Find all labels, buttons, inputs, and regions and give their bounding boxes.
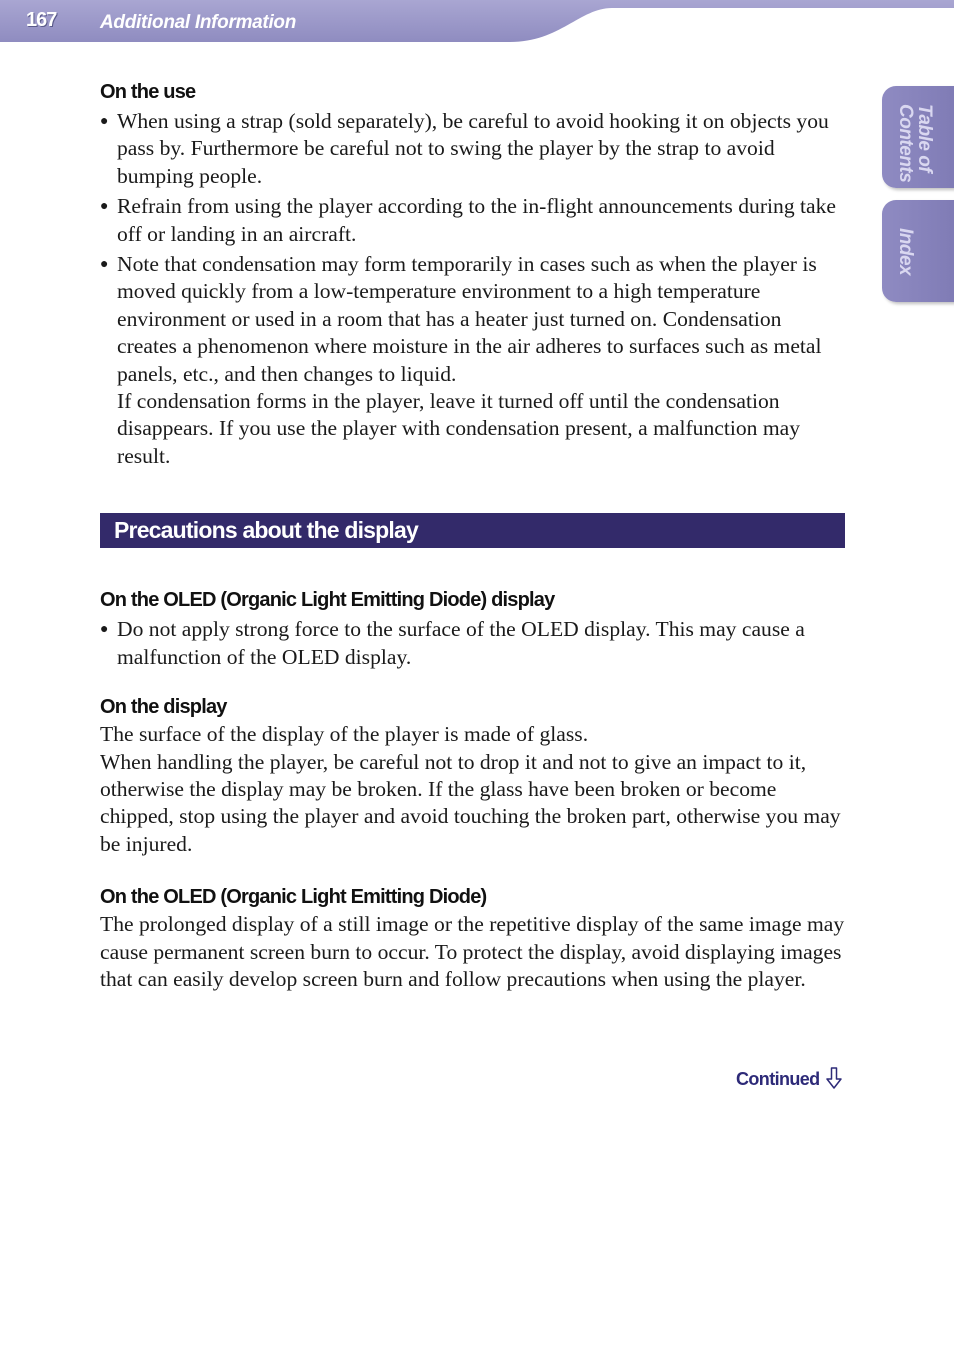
use-bullet-list: [100, 108, 845, 470]
tab-label-index: Index: [895, 228, 916, 276]
tab-label-toc: Table of Contents: [895, 104, 935, 183]
heading-on-the-oled: On the OLED (Organic Light Emitting Diode): [100, 886, 487, 909]
oled-paragraph: The prolonged display of a still image or the repetitive display of the same image may cause permanent screen burn to occur. To protect the display, avoid displaying images that can easily develop screen burn and follow precautions when using the player.: [100, 912, 845, 991]
list-item: [100, 251, 845, 470]
down-arrow-icon: [826, 1067, 842, 1094]
page-header: [0, 0, 954, 42]
heading-on-the-display: On the display: [100, 696, 227, 719]
index-tab[interactable]: [882, 200, 954, 302]
heading-oled-display: On the OLED (Organic Light Emitting Diode) display: [100, 589, 555, 612]
heading-on-the-use: On the use: [100, 81, 196, 103]
list-item-text: Do not apply strong force to the surface of the OLED display. This may cause a malfunction of the OLED display.: [117, 617, 805, 669]
section-title: Additional Information: [100, 12, 297, 33]
display-paragraph-2: When handling the player, be careful not to drop it and not to give an impact to it, otherwise the display may be broken. If the glass have been broken or become chipped, stop using the player and avoid touching the broken part, otherwise you may be injured.: [100, 749, 841, 856]
list-item-text: Note that condensation may form temporarily in cases such as when the player is moved quickly from a low-temperature environment to a high temperature environment or used in a room that has a heater just turned on. Condensation creates a phenomenon where moisture in the air adheres to surfaces such as metal panels, etc., and then changes to liquid.: [117, 252, 822, 386]
list-item: [100, 616, 845, 671]
continued-link[interactable]: [736, 1067, 842, 1094]
list-item-text: When using a strap (sold separately), be careful to avoid hooking it on objects you pass by. Furthermore be careful not to swing the player by the strap to avoid bumping people.: [117, 109, 829, 188]
page-content: [100, 78, 845, 993]
list-item: [100, 193, 845, 248]
bullet-icon: ●: [100, 622, 109, 638]
bullet-icon: ●: [100, 257, 109, 273]
oled-display-bullet-list: [100, 616, 845, 671]
table-of-contents-tab[interactable]: [882, 86, 954, 188]
bullet-icon: ●: [100, 114, 109, 129]
list-item-continuation: If condensation forms in the player, leave it turned off until the condensation disappears. If you use the player with condensation present, a malfunction may result.: [117, 389, 800, 468]
section-bar-title: Precautions about the display: [100, 513, 845, 548]
list-item: [100, 108, 845, 190]
page-number: 167: [26, 9, 57, 31]
list-item-text: Refrain from using the player according to the in-flight announcements during take off or landing in an aircraft.: [117, 194, 836, 246]
continued-label: Continued: [736, 1069, 820, 1089]
bullet-icon: ●: [100, 199, 109, 215]
display-paragraph-1: The surface of the display of the player is made of glass.: [100, 722, 589, 747]
